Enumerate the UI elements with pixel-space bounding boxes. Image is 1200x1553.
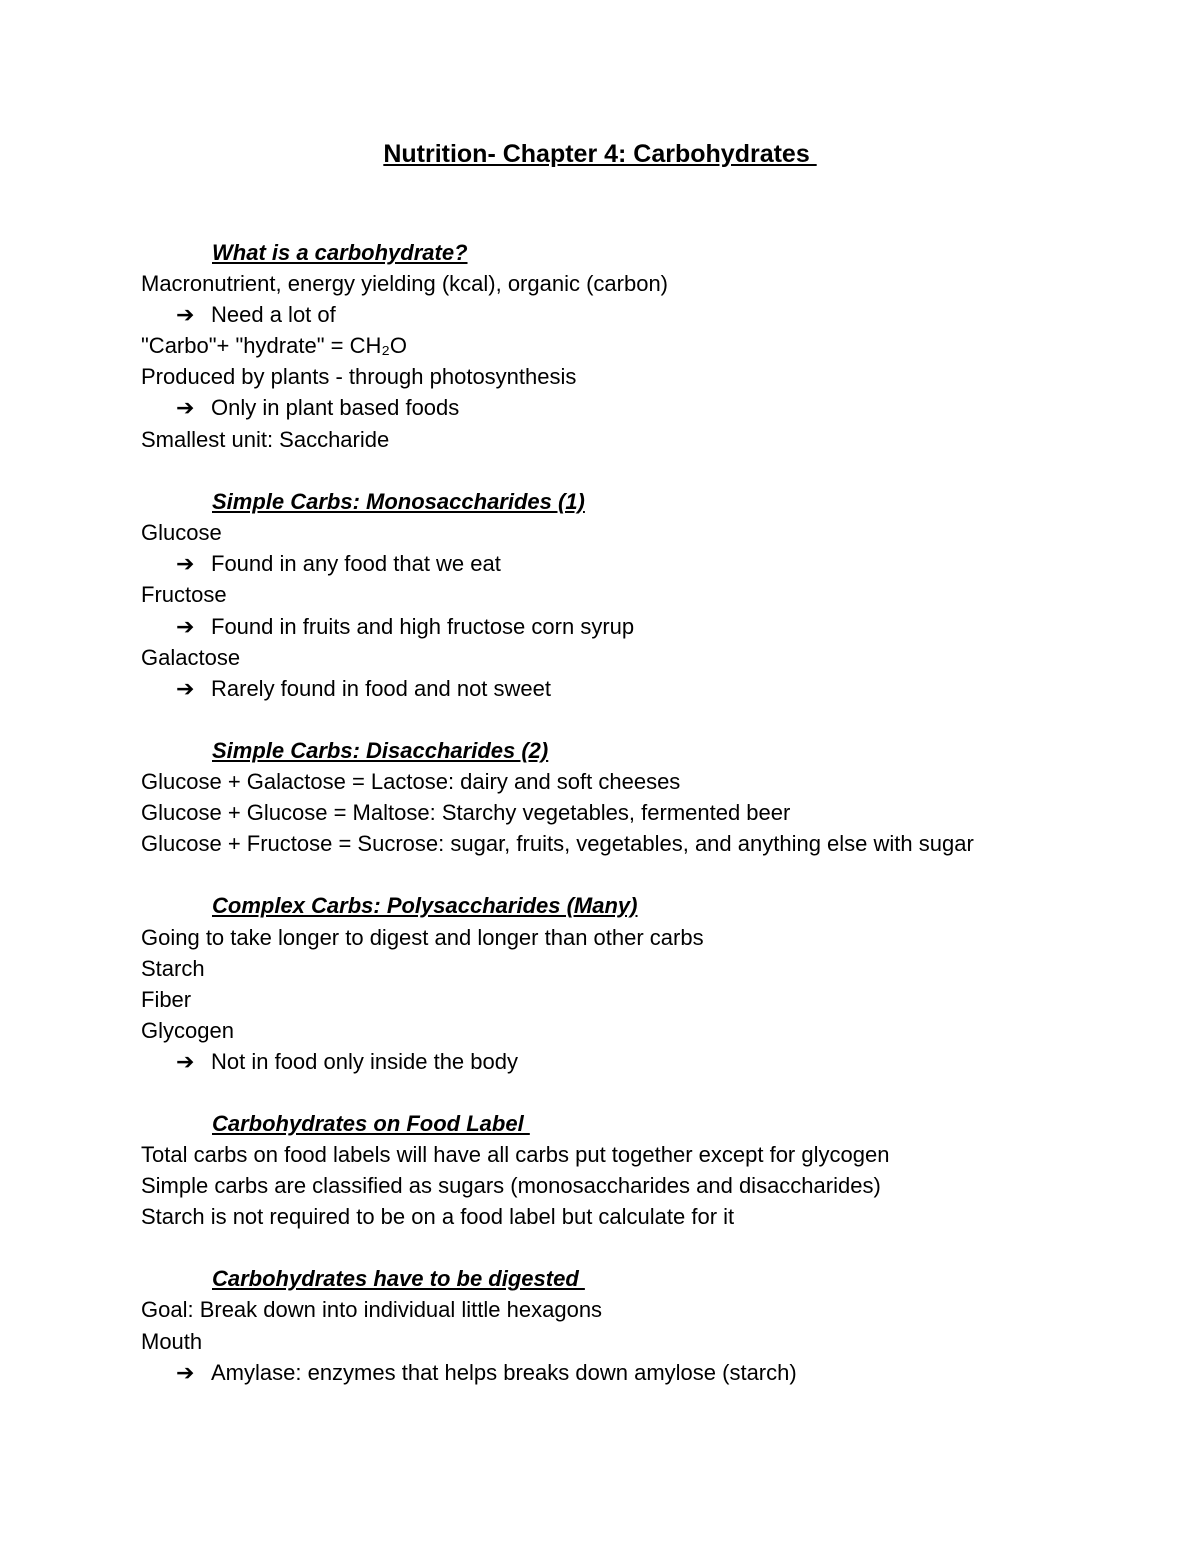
text-line: Glucose + Fructose = Sucrose: sugar, fruits, vegetables, and anything else with sugar [141,831,974,856]
arrow-bullet-icon: ➔ [176,395,195,420]
section-heading: Simple Carbs: Disaccharides (2) [212,738,549,763]
text-line: Macronutrient, energy yielding (kcal), organic (carbon) [141,271,669,296]
text-line: Simple carbs are classified as sugars (monosaccharides and disaccharides) [141,1173,881,1198]
text-line: Galactose [141,645,241,670]
text-line: Starch [141,956,205,981]
text-line: Starch is not required to be on a food label but calculate for it [141,1204,735,1229]
arrow-bullet-icon: ➔ [176,302,195,327]
page-title: Nutrition- Chapter 4: Carbohydrates [383,140,817,168]
text-line: Glucose + Glucose = Maltose: Starchy vegetables, fermented beer [141,800,791,825]
text-line: Glucose + Galactose = Lactose: dairy and soft cheeses [141,769,681,794]
arrow-bullet-icon: ➔ [176,676,195,701]
text-line: Smallest unit: Saccharide [141,427,390,452]
section-heading: Complex Carbs: Polysaccharides (Many) [212,893,638,918]
bullet-item: ➔ Rarely found in food and not sweet [176,676,552,701]
bullet-item: ➔ Amylase: enzymes that helps breaks down amylose (starch) [176,1360,797,1385]
bullet-item: ➔ Not in food only inside the body [176,1049,518,1074]
bullet-item: ➔ Need a lot of [176,302,336,327]
text-line: Total carbs on food labels will have all carbs put together except for glycogen [141,1142,890,1167]
bullet-item: ➔ Only in plant based foods [176,395,460,420]
text-line: Glycogen [141,1018,234,1043]
text-line: Produced by plants - through photosynthesis [141,364,577,389]
text-line: Fiber [141,987,192,1012]
arrow-bullet-icon: ➔ [176,1049,195,1074]
text-line: Going to take longer to digest and longer than other carbs [141,925,704,950]
bullet-item: ➔ Found in fruits and high fructose corn syrup [176,614,635,639]
arrow-bullet-icon: ➔ [176,614,195,639]
section-heading: Carbohydrates have to be digested [212,1266,585,1291]
text-line: Mouth [141,1329,203,1354]
arrow-bullet-icon: ➔ [176,1360,195,1385]
text-line: "Carbo"+ "hydrate" = CH₂O [141,333,407,358]
section-heading: What is a carbohydrate? [212,240,468,265]
text-line: Fructose [141,582,227,607]
section-heading: Carbohydrates on Food Label [212,1111,530,1136]
text-line: Glucose [141,520,222,545]
section-heading: Simple Carbs: Monosaccharides (1) [212,489,585,514]
arrow-bullet-icon: ➔ [176,551,195,576]
bullet-item: ➔ Found in any food that we eat [176,551,501,576]
text-line: Goal: Break down into individual little hexagons [141,1297,603,1322]
